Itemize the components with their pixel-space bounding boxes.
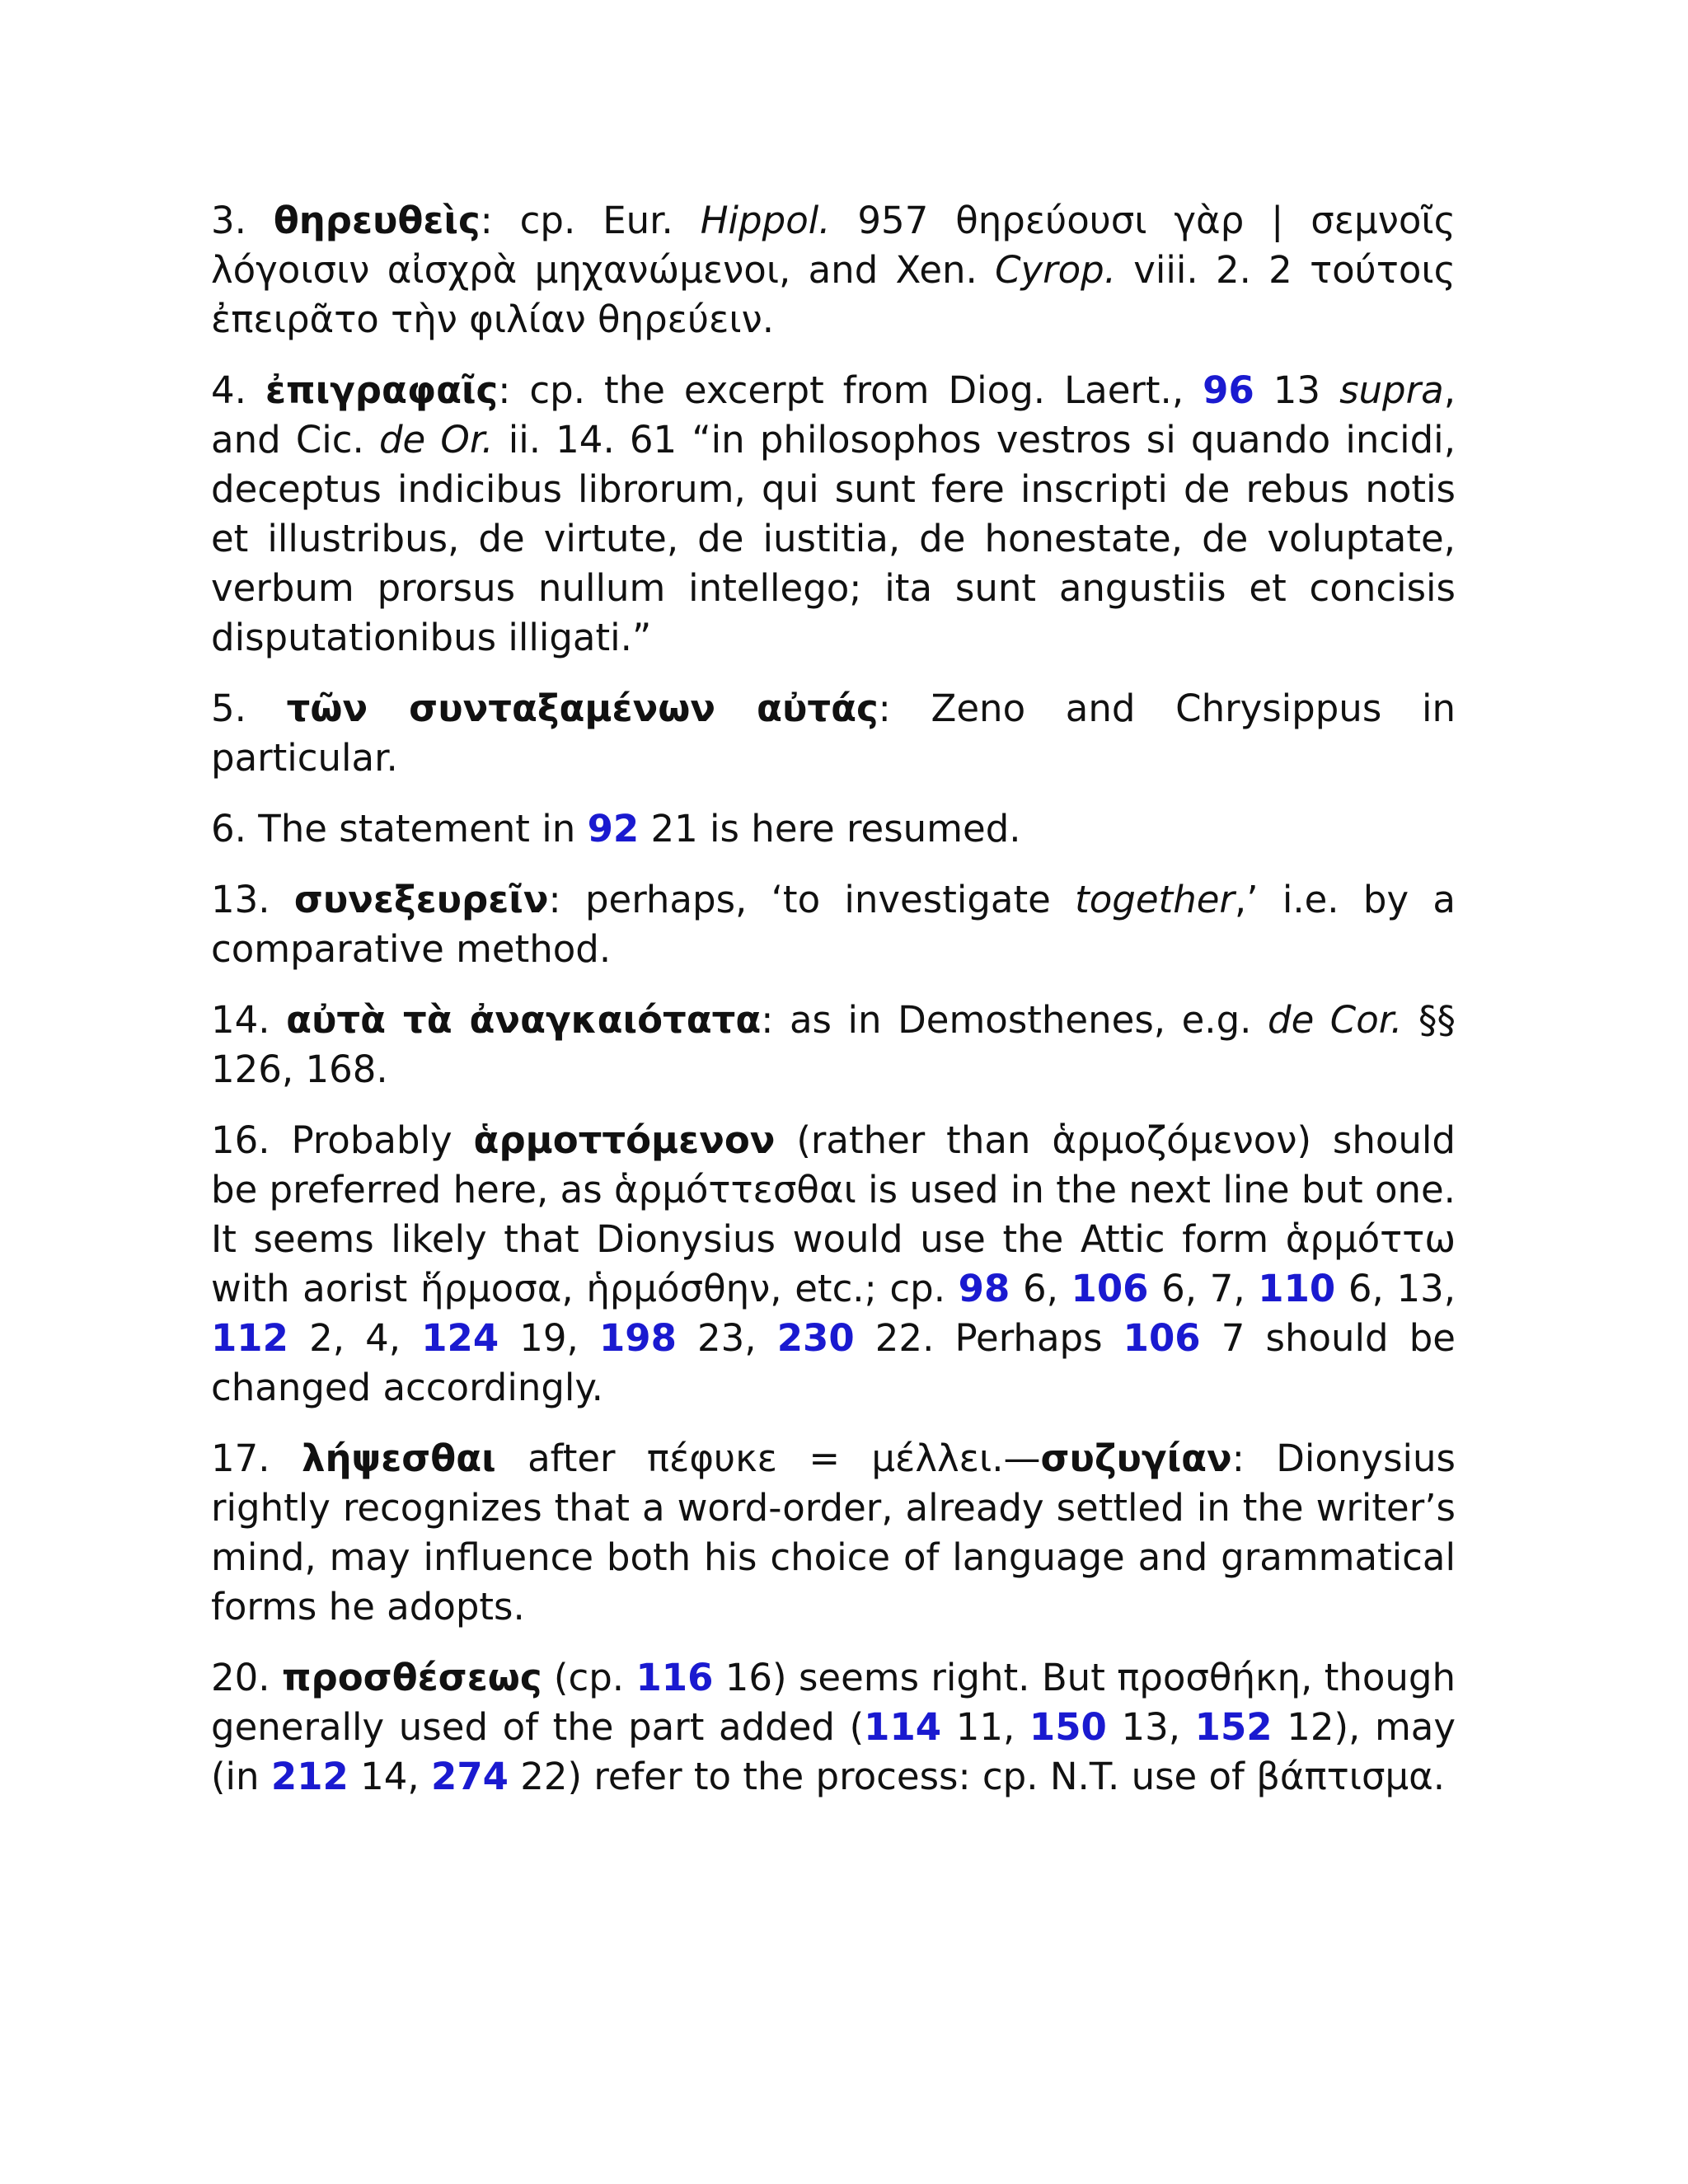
- italic-text: supra: [1339, 368, 1444, 412]
- page-reference-link[interactable]: 98: [958, 1267, 1010, 1310]
- lemma: προσθέσεως: [281, 1656, 542, 1699]
- note-text: 6,: [1010, 1267, 1071, 1310]
- lemma: αὐτὰ τὰ ἀναγκαιότατα: [286, 998, 762, 1042]
- note-paragraph: [211, 875, 1456, 974]
- notes-list: [211, 196, 1456, 1802]
- note-text: ,’ i.e. by a comparative method.: [211, 878, 1456, 971]
- page-reference-link[interactable]: 106: [1071, 1267, 1149, 1310]
- page-reference-link[interactable]: 106: [1123, 1316, 1201, 1360]
- page-reference-link[interactable]: 92: [587, 807, 640, 851]
- page-reference-link[interactable]: 96: [1203, 368, 1254, 412]
- note-text: §§ 126, 168.: [211, 998, 1456, 1091]
- note-text: 3.: [211, 199, 274, 242]
- note-text: ii. 14. 61 “in philosophos vestros si quando incidi, deceptus indicibus librorum, qui sunt fere inscripti de rebus notis et illustribus, de virtute, de iustitia, de honestate, de voluptate, verbum prorsus nullum intellego; ita sunt angustiis et concisis disputationibus illigati.”: [211, 418, 1456, 659]
- note-text: 22. Perhaps: [854, 1316, 1123, 1360]
- note-text: : perhaps, ‘to investigate: [548, 878, 1076, 921]
- italic-text: de Cor.: [1268, 998, 1403, 1042]
- note-paragraph: [211, 684, 1456, 783]
- page-reference-link[interactable]: 110: [1258, 1267, 1336, 1310]
- note-paragraph: [211, 1653, 1456, 1802]
- note-text: : Zeno and Chrysippus in particular.: [211, 687, 1456, 780]
- note-text: 17.: [211, 1436, 302, 1480]
- lemma: ἐπιγραφαῖς: [265, 368, 499, 412]
- page-reference-link[interactable]: 116: [635, 1656, 714, 1699]
- lemma: τῶν συνταξαμένων αὐτάς: [286, 687, 879, 730]
- note-text: 2, 4,: [288, 1316, 422, 1360]
- note-text: 21 is here resumed.: [639, 807, 1021, 851]
- italic-text: together: [1075, 878, 1235, 921]
- page-reference-link[interactable]: 152: [1194, 1705, 1273, 1749]
- lemma: συζυγίαν: [1040, 1436, 1232, 1480]
- note-text: viii. 2. 2 τούτοις ἐπειρᾶτο τὴν φιλίαν θηρεύειν.: [211, 248, 1456, 341]
- italic-text: de Or.: [378, 418, 494, 462]
- page-reference-link[interactable]: 112: [211, 1316, 288, 1360]
- note-text: 12), may (in: [211, 1705, 1456, 1798]
- lemma: θηρευθεὶς: [273, 199, 481, 242]
- note-text: 23,: [676, 1316, 777, 1360]
- note-text: : as in Demosthenes, e.g.: [761, 998, 1268, 1042]
- note-paragraph: [211, 1434, 1456, 1632]
- note-text: : Dionysius rightly recognizes that a word-order, already settled in the writer’s mind, may influence both his choice of language and grammatical forms he adopts.: [211, 1436, 1456, 1629]
- page-reference-link[interactable]: 198: [598, 1316, 677, 1360]
- note-paragraph: [211, 366, 1456, 663]
- note-text: 13.: [211, 878, 294, 921]
- note-text: 957 θηρεύουσι γὰρ | σεμνοῖς λόγοισιν αἰσχρὰ μηχανώμενοι, and Xen.: [211, 199, 1456, 292]
- note-paragraph: [211, 1116, 1456, 1413]
- note-text: (rather than ἁρμοζόμενον) should be preferred here, as ἁρμόττεσθαι is used in the next line but one. It seems likely that Dionysius would use the Attic form ἁρμόττω with aorist ἥρμοσα, ἡρμόσθην, etc.; cp.: [211, 1118, 1456, 1310]
- note-text: , and Cic.: [211, 368, 1456, 462]
- commentary-page: [211, 196, 1456, 1823]
- lemma: συνεξευρεῖν: [293, 878, 549, 921]
- note-text: 6, 13,: [1335, 1267, 1456, 1310]
- lemma: λήψεσθαι: [301, 1436, 496, 1480]
- note-text: : cp. Eur.: [480, 199, 701, 242]
- note-text: 19,: [499, 1316, 599, 1360]
- page-reference-link[interactable]: 230: [776, 1316, 855, 1360]
- note-text: 4.: [211, 368, 265, 412]
- note-text: after πέφυκε = μέλλει.—: [495, 1436, 1041, 1480]
- italic-text: Cyrop.: [995, 248, 1117, 292]
- note-paragraph: [211, 196, 1456, 344]
- note-text: 14,: [348, 1755, 432, 1798]
- page-reference-link[interactable]: 124: [421, 1316, 499, 1360]
- note-paragraph: [211, 996, 1456, 1094]
- note-text: (cp.: [542, 1656, 636, 1699]
- note-text: 14.: [211, 998, 287, 1042]
- note-text: : cp. the excerpt from Diog. Laert.,: [498, 368, 1203, 412]
- note-text: 20.: [211, 1656, 282, 1699]
- page-reference-link[interactable]: 114: [864, 1705, 942, 1749]
- note-text: 22) refer to the process: cp. N.T. use of βάπτισμα.: [508, 1755, 1446, 1798]
- note-text: 13,: [1106, 1705, 1195, 1749]
- lemma: ἁρμοττόμενον: [473, 1118, 776, 1162]
- note-text: 16. Probably: [211, 1118, 474, 1162]
- note-text: 6. The statement in: [211, 807, 588, 851]
- note-text: 5.: [211, 687, 287, 730]
- page-reference-link[interactable]: 212: [270, 1755, 349, 1798]
- note-text: 13: [1254, 368, 1340, 412]
- note-paragraph: [211, 804, 1456, 854]
- note-text: 7 should be changed accordingly.: [211, 1316, 1456, 1409]
- note-text: 11,: [941, 1705, 1029, 1749]
- note-text: 6, 7,: [1148, 1267, 1259, 1310]
- italic-text: Hippol.: [700, 199, 831, 242]
- note-text: 16) seems right. But προσθήκη, though generally used of the part added (: [211, 1656, 1456, 1749]
- page-reference-link[interactable]: 274: [431, 1755, 509, 1798]
- page-reference-link[interactable]: 150: [1029, 1705, 1107, 1749]
